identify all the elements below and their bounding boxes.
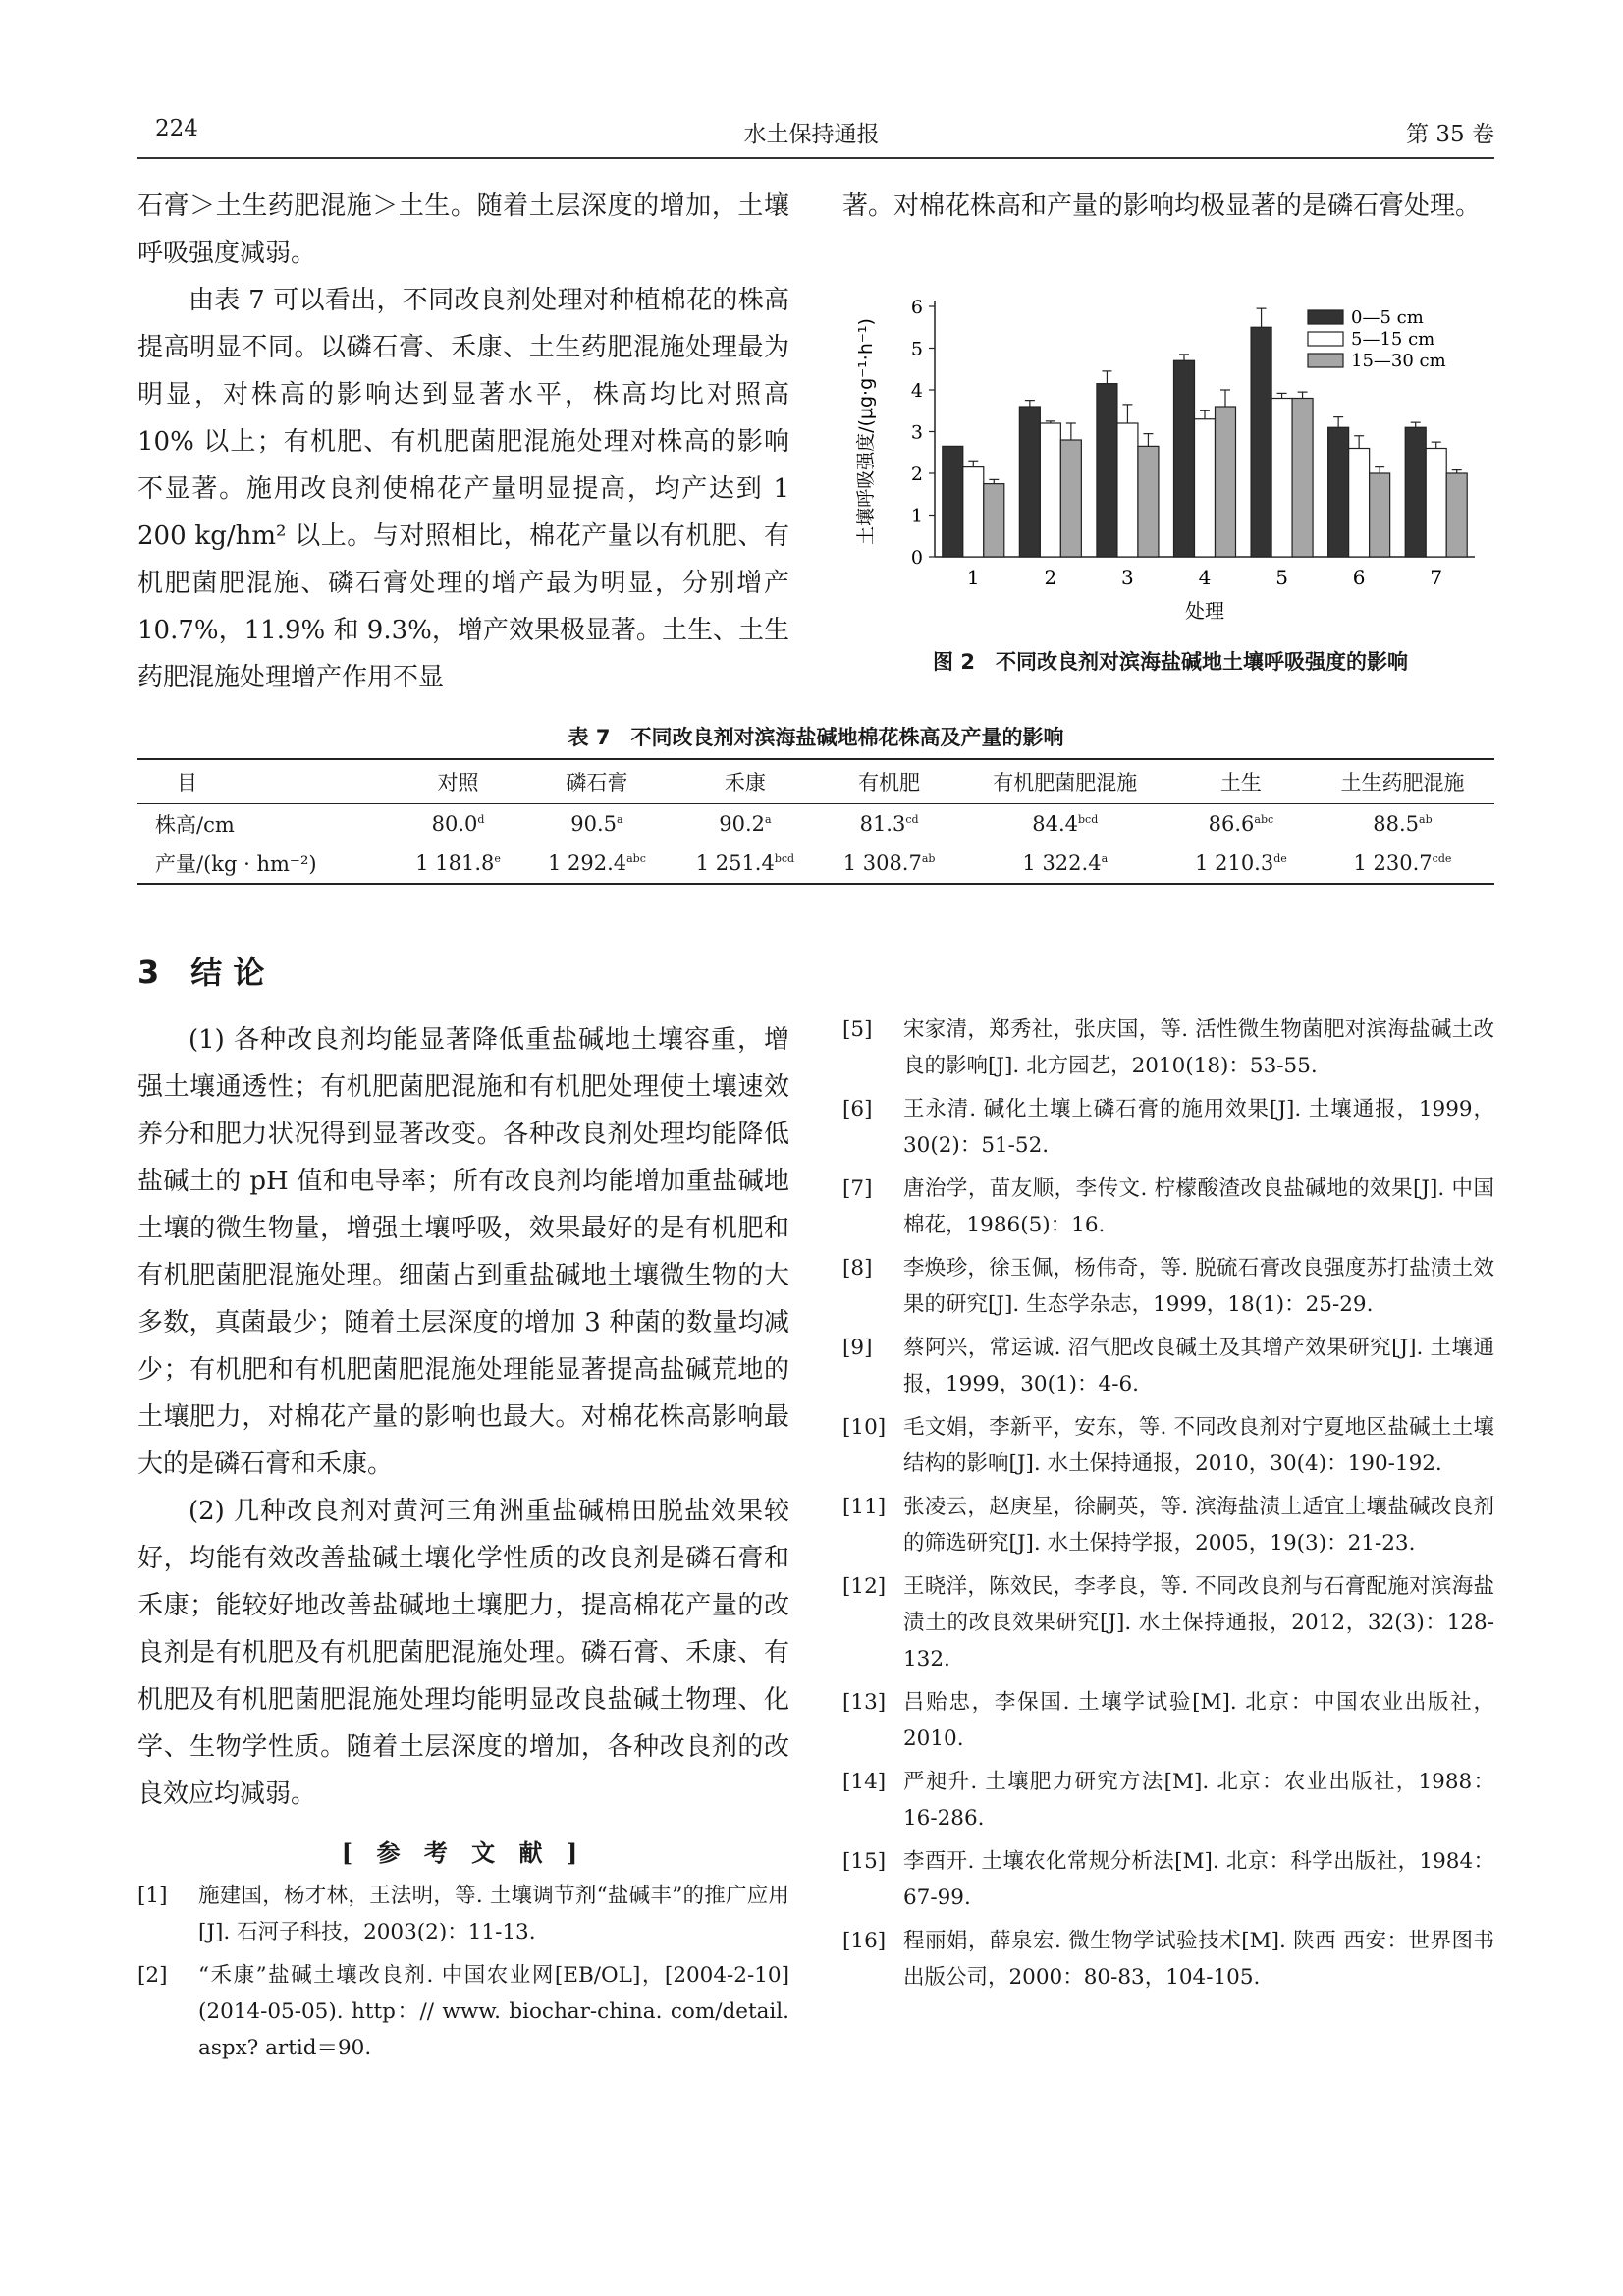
reference-number: [15]: [842, 1849, 887, 1874]
right-column-bottom: [842, 1011, 1494, 2002]
reference-number: [5]: [842, 1017, 873, 1042]
x-tick-label: 4: [1198, 566, 1212, 589]
reference-number: [1]: [137, 1884, 168, 1908]
table-cell: 1 292.4$^{abc}$: [523, 844, 672, 884]
reference-text: 王永清. 碱化土壤上磷石膏的施用效果[J]. 土壤通报，1999，30(2)：51-52.: [903, 1097, 1494, 1158]
table-cell: 1 210.3de: [1171, 844, 1311, 884]
reference-item: [842, 1568, 1494, 1677]
y-tick-label: 2: [910, 464, 923, 485]
column-header: 磷石膏: [523, 759, 672, 804]
paragraph: 由表 7 可以看出，不同改良剂处理对种植棉花的株高提高明显不同。以磷石膏、禾康、土生药肥混施处理最为明显，对株高的影响达到显著水平，株高均比对照高 10% 以上；有机肥、有机肥菌肥混施处理对株高的影响不显著。施用改良剂使棉花产量明显提高，均产达到 1 200 kg/hm² 以上。与对照相比，棉花产量以有机肥、有机肥菌肥混施、磷石膏处理的增产最为明显，分别增产 10.7%，11.9% 和 9.3%，增产效果极显著。土生、土生药肥混施处理增产作用不显: [137, 286, 789, 692]
reference-text: 李焕珍，徐玉佩，杨伟奇，等. 脱硫石膏改良强度苏打盐渍土效果的研究[J]. 生态学杂志，1999，18(1)：25-29.: [903, 1256, 1494, 1317]
y-axis-label: 土壤呼吸强度/(μg·g⁻¹·h⁻¹): [855, 318, 877, 545]
paragraph: 石膏＞土生药肥混施＞土生。随着土层深度的增加，土壤呼吸强度减弱。: [137, 191, 789, 268]
bar: [1040, 423, 1060, 557]
reference-item: [137, 1957, 789, 2066]
header-rule: [137, 157, 1494, 159]
x-tick-label: 7: [1430, 566, 1443, 589]
reference-text: 王晓洋，陈效民，李孝良，等. 不同改良剂与石膏配施对滨海盐渍土的改良效果研究[J]. 水土保持通报，2012，32(3)：128-132.: [903, 1574, 1494, 1671]
reference-number: [9]: [842, 1336, 873, 1360]
bar: [1019, 407, 1040, 557]
section-title: 3 结 论: [137, 954, 265, 991]
reference-number: [14]: [842, 1770, 887, 1794]
reference-item: [842, 1091, 1494, 1164]
right-column-top: [842, 183, 1494, 230]
bar: [1426, 449, 1446, 558]
reference-item: [842, 1250, 1494, 1323]
reference-number: [16]: [842, 1929, 887, 1953]
table-row: [137, 804, 1494, 845]
y-tick-label: 4: [910, 380, 923, 402]
reference-number: [7]: [842, 1176, 873, 1201]
reference-text: 唐治学，苗友顺，李传文. 柠檬酸渣改良盐碱地的效果[J]. 中国棉花，1986(5)：16.: [903, 1176, 1494, 1237]
y-tick-label: 3: [910, 421, 923, 444]
table-cell: 81.3$^{cd}$: [859, 812, 919, 836]
paragraph: 著。对棉花株高和产量的影响均极显著的是磷石膏处理。: [842, 191, 1482, 221]
reference-number: [6]: [842, 1097, 873, 1121]
legend-label: 0—5 cm: [1351, 307, 1424, 328]
legend-swatch: [1308, 310, 1343, 324]
reference-number: [13]: [842, 1690, 887, 1715]
table-cell: 1 308.7$^{ab}$: [820, 844, 959, 884]
reference-text: 宋家清，郑秀社，张庆国，等. 活性微生物菌肥对滨海盐碱土改良的影响[J]. 北方园艺，2010(18)：53-55.: [903, 1017, 1494, 1078]
bar: [1251, 327, 1271, 557]
bar: [1349, 449, 1370, 558]
table-7: [137, 758, 1494, 885]
bar: [943, 446, 963, 557]
reference-number: [10]: [842, 1415, 887, 1440]
x-axis-label: 处理: [1185, 599, 1224, 623]
table-cell: 1 251.4$^{bcd}$: [671, 844, 819, 884]
bar: [963, 467, 984, 557]
reference-text: 李酉开. 土壤农化常规分析法[M]. 北京：科学出版社，1984：67-99.: [903, 1849, 1494, 1910]
bar: [1370, 473, 1390, 557]
y-tick-label: 6: [910, 297, 923, 318]
legend-label: 5—15 cm: [1351, 329, 1435, 350]
legend-swatch: [1308, 332, 1343, 346]
volume-label: 第 35 卷: [1406, 122, 1494, 147]
reference-item: [137, 1878, 789, 1950]
paragraph: (1) 各种改良剂均能显著降低重盐碱地土壤容重，增强土壤通透性；有机肥菌肥混施和有机肥处理使土壤速效养分和肥力状况得到显著改变。各种改良剂处理均能降低盐碱土的 pH 值和电导率；所有改良剂均能增加重盐碱地土壤的微生物量，增强土壤呼吸，效果最好的是有机肥和有机肥菌肥混施处理。细菌占到重盐碱地土壤微生物的大多数，真菌最少；随着土层深度的增加 3 种菌的数量均减少；有机肥和有机肥菌肥混施处理能显著提高盐碱荒地的土壤肥力，对棉花产量的影响也最大。对棉花株高影响最大的是磷石膏和禾康。: [137, 1025, 789, 1479]
table-cell: 1 322.4$^a$: [959, 844, 1171, 884]
bar: [1097, 384, 1117, 557]
bar: [1117, 423, 1138, 557]
column-header: 对照: [393, 759, 522, 804]
bar: [1446, 473, 1467, 557]
legend-swatch: [1308, 354, 1343, 367]
reference-text: 毛文娟，李新平，安东，等. 不同改良剂对宁夏地区盐碱土土壤结构的影响[J]. 水土保持通报，2010，30(4)：190-192.: [903, 1415, 1494, 1476]
reference-text: “禾康”盐碱土壤改良剂. 中国农业网[EB/OL]，[2004-2-10](2014-05-05). http：// www. biochar-china. com/detail. aspx? artid＝90.: [198, 1963, 789, 2060]
table-cell: 88.5$^{ab}$: [1373, 812, 1433, 836]
reference-item: [842, 1764, 1494, 1836]
reference-number: [12]: [842, 1574, 887, 1599]
table-cell: 90.2$^a$: [719, 812, 772, 836]
x-tick-label: 5: [1275, 566, 1288, 589]
paragraph: (2) 几种改良剂对黄河三角洲重盐碱棉田脱盐效果较好，均能有效改善盐碱土壤化学性质的改良剂是磷石膏和禾康；能较好地改善盐碱地土壤肥力，提高棉花产量的改良剂是有机肥及有机肥菌肥混施处理。磷石膏、禾康、有机肥及有机肥菌肥混施处理均能明显改良盐碱土物理、化学、生物学性质。随着土层深度的增加，各种改良剂的改良效应均减弱。: [137, 1497, 789, 1809]
soil-respiration-chart: [846, 287, 1494, 640]
references-list-right: [842, 1011, 1494, 1995]
references-heading: [ 参 考 文 献 ]: [341, 1838, 586, 1867]
reference-item: [842, 1684, 1494, 1757]
bar: [1138, 446, 1159, 557]
x-tick-label: 1: [966, 566, 980, 589]
bar: [1271, 399, 1292, 558]
table-cell: 86.6$^{abc}$: [1208, 812, 1274, 836]
reference-item: [842, 1171, 1494, 1243]
left-column-bottom: [137, 1016, 789, 2073]
bar: [1195, 419, 1216, 557]
column-header: 有机肥菌肥混施: [959, 759, 1171, 804]
reference-text: 张凌云，赵庚星，徐嗣英，等. 滨海盐渍土适宜土壤盐碱改良剂的筛选研究[J]. 水土保持学报，2005，19(3)：21-23.: [903, 1495, 1494, 1556]
row-label: 株高/cm: [155, 813, 235, 837]
table-cell: 80.0$^d$: [431, 812, 485, 836]
reference-item: [842, 1330, 1494, 1402]
bar: [1216, 407, 1236, 557]
bar: [1405, 427, 1426, 557]
left-column-top: [137, 183, 789, 701]
row-label: 产量/(kg · hm⁻²): [137, 844, 393, 884]
reference-text: 严昶升. 土壤肥力研究方法[M]. 北京：农业出版社，1988：16-286.: [903, 1770, 1494, 1831]
column-header: 土生药肥混施: [1311, 759, 1494, 804]
column-header: 目: [137, 759, 393, 804]
y-tick-label: 5: [910, 338, 923, 360]
reference-text: 吕贻忠，李保国. 土壤学试验[M]. 北京：中国农业出版社，2010.: [903, 1690, 1494, 1751]
legend-label: 15—30 cm: [1351, 351, 1446, 371]
table-cell: 1 181.8e: [393, 844, 522, 884]
reference-item: [842, 1409, 1494, 1482]
journal-title: 水土保持通报: [743, 122, 880, 147]
column-header: 禾康: [671, 759, 819, 804]
x-tick-label: 3: [1121, 566, 1134, 589]
reference-item: [842, 1843, 1494, 1916]
references-list-left: [137, 1878, 789, 2066]
table-caption: 表 7 不同改良剂对滨海盐碱地棉花株高及产量的影响: [568, 726, 1064, 749]
table-row: [137, 844, 1494, 884]
bar: [1292, 399, 1313, 558]
x-tick-label: 2: [1044, 566, 1057, 589]
reference-text: 施建国，杨才林，王法明，等. 土壤调节剂“盐碱丰”的推广应用[J]. 石河子科技，2003(2)：11-13.: [198, 1884, 789, 1944]
reference-item: [842, 1011, 1494, 1084]
bar: [984, 484, 1004, 557]
bar: [1328, 427, 1349, 557]
bar: [1174, 360, 1195, 557]
y-tick-label: 0: [910, 547, 923, 569]
reference-item: [842, 1923, 1494, 1995]
figure-caption: 图 2 不同改良剂对滨海盐碱地土壤呼吸强度的影响: [933, 650, 1408, 674]
table-cell: 1 230.7$^{cde}$: [1311, 844, 1494, 884]
table-cell: 84.4$^{bcd}$: [1032, 812, 1099, 836]
page-number: 224: [155, 116, 198, 141]
reference-item: [842, 1489, 1494, 1561]
x-tick-label: 6: [1352, 566, 1366, 589]
reference-text: 蔡阿兴，常运诚. 沼气肥改良碱土及其增产效果研究[J]. 土壤通报，1999，30(1)：4-6.: [903, 1336, 1494, 1396]
table-cell: 90.5$^a$: [570, 812, 623, 836]
bar: [1060, 440, 1081, 557]
column-header: 土生: [1171, 759, 1311, 804]
column-header: 有机肥: [820, 759, 959, 804]
reference-number: [11]: [842, 1495, 887, 1519]
reference-number: [8]: [842, 1256, 873, 1281]
reference-text: 程丽娟，薛泉宏. 微生物学试验技术[M]. 陕西 西安：世界图书出版公司，2000：80-83，104-105.: [903, 1929, 1494, 1990]
y-tick-label: 1: [910, 505, 923, 527]
reference-number: [2]: [137, 1963, 168, 1988]
